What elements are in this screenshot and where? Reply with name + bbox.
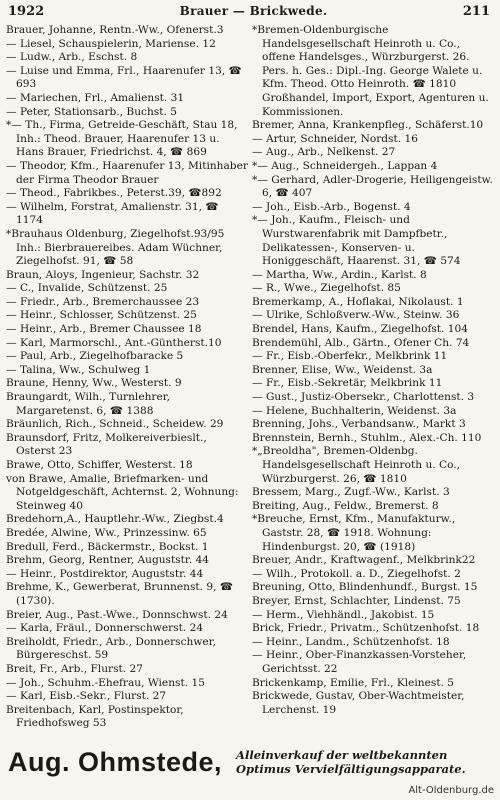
header-page-number: 211 — [462, 4, 490, 19]
directory-entry: Breitenbach, Karl, Postinspektor, Friedhofsweg 53 — [6, 703, 184, 730]
directory-entry: Bremerkamp, A., Hoflakai, Nikolaust. 1 — [252, 295, 464, 308]
directory-entry: Breier, Aug., Past.-Wwe., Donnschwst. 24 — [6, 608, 228, 621]
directory-entry: Braungardt, Wilh., Turnlehrer, Margaretenst. 6, ☎ 1388 — [6, 391, 171, 417]
directory-entry: — Wilhelm, Forstrat, Amalienstr. 31, ☎ 1174 — [6, 200, 219, 227]
directory-entry: — Mariechen, Frl., Amalienst. 31 — [6, 91, 185, 104]
advertisement — [8, 742, 492, 782]
advertisement-text — [236, 748, 466, 776]
directory-entry: Brick, Friedr., Privatm., Schützenhofst. 18 — [252, 622, 480, 635]
right-column — [252, 24, 494, 736]
directory-entry: — C., Invalide, Schützenst. 25 — [6, 282, 168, 295]
directory-entry: Brendemühl, Alb., Gärtn., Ofener Ch. 74 — [252, 336, 470, 349]
directory-entry: Brendel, Hans, Kaufm., Ziegelhofst. 104 — [252, 323, 469, 336]
directory-entry: — Wilh., Protokoll. a. D., Ziegelhofst. 2 — [252, 567, 461, 580]
directory-entry: — Friedr., Arb., Bremerchaussee 23 — [6, 295, 200, 308]
advertisement-line-1: Alleinverkauf der weltbekannten — [236, 748, 448, 762]
directory-entry: — Gust., Justiz-Obersekr., Charlottenst. 3 — [252, 391, 475, 404]
directory-entry: Bredehorn,A., Hauptlehr.-Ww., Ziegbst.4 — [6, 513, 224, 526]
directory-entry: — Fr., Eisb.-Oberfekr., Melkbrink 11 — [252, 350, 448, 363]
directory-entry: Brickwede, Gustav, Ober-Wachtmeister, Lerchenst. 19 — [252, 690, 465, 716]
header-title: Brauer — Brickwede. — [179, 4, 328, 18]
directory-entry: — Heinr., Ober-Finanzkassen-Vorsteher, Gerichtsst. 22 — [252, 649, 467, 675]
watermark: Alt-Oldenburg.de — [408, 785, 494, 796]
directory-entry: Breuning, Otto, Blindenhundf., Burgst. 15 — [252, 581, 478, 594]
directory-entry: *Bremen-Oldenburgische Handelsgesellschaft Heinroth u. Co., offene Handelsges., Würzburgerst. 26. Pers. h. Ges.: Dipl.-Ing. George Walete u. Kfm. Theod. Otto Heinroth. ☎ 1810 Großhandel, Import, Export, Agenturen u. Kommissionen. — [252, 24, 489, 118]
directory-entry: — Peter, Stationsarb., Buchst. 5 — [6, 105, 177, 118]
directory-entry: — Heinr., Schlosser, Schützenst. 25 — [6, 309, 197, 322]
advertiser-name: Aug. Ohmstede, — [8, 746, 223, 777]
directory-entry: — Joh., Eisb.-Arb., Bogenst. 4 — [252, 200, 411, 213]
directory-entry: Bräunlich, Rich., Schneid., Scheidew. 29 — [6, 418, 224, 431]
directory-entry: — Heinr., Postdirektor, Auguststr. 44 — [6, 567, 204, 580]
directory-entry: *— Aug., Schneidergeh., Lappan 4 — [252, 159, 438, 172]
directory-entry: — Joh., Schuhm.-Ehefrau, Wienst. 15 — [6, 676, 205, 689]
directory-entry: Bredée, Alwine, Ww., Prinzessinw. 65 — [6, 526, 207, 539]
directory-entry: Brickenkamp, Emilie, Frl., Kleinest. 5 — [252, 676, 455, 689]
page-header — [8, 4, 490, 22]
directory-columns — [6, 24, 494, 736]
directory-entry: Braunsdorf, Fritz, Molkereiverbieslt., Osterst 23 — [6, 431, 207, 458]
directory-entry: Brennstein, Bernh., Stuhlm., Alex.-Ch. 110 — [252, 431, 482, 444]
directory-entry: — Ludw., Arb., Eschst. 8 — [6, 51, 138, 64]
directory-entry: Brenner, Elise, Ww., Weidenst. 3a — [252, 363, 433, 376]
directory-entry: — Herm., Viehhändl., Jakobist. 15 — [252, 608, 435, 621]
directory-entry: *— Th., Firma, Getreide-Geschäft, Stau 18, Inh.: Theod. Brauer, Haarenufer 13 u. Hans Brauer, Friedrichst. 4, ☎ 869 — [6, 119, 238, 159]
directory-entry: Brenning, Johs., Verbandsanw., Markt 3 — [252, 418, 466, 431]
directory-entry: Breiholdt, Friedr., Arb., Donnerschwer, Bürgereschst. 59 — [6, 635, 216, 662]
directory-entry: — Aug., Arb., Nelkenst. 27 — [252, 146, 396, 159]
directory-entry: — Helene, Buchhalterin, Weidenst. 3a — [252, 404, 457, 417]
directory-entry: Braun, Aloys, Ingenieur, Sachstr. 32 — [6, 268, 200, 281]
directory-entry: *— Gerhard, Adler-Drogerie, Heiligengeistw. 6, ☎ 407 — [252, 173, 493, 200]
directory-entry: — Ulrike, Schloßverw.-Ww., Steinw. 36 — [252, 309, 460, 322]
directory-entry: *„Breoldha", Bremen-Oldenbg. Handelsgesellschaft Heinroth u. Co., Würzburgerst. 26, ☎ 1810 — [252, 445, 461, 485]
directory-entry: — Liesel, Schauspielerin, Mariense. 12 — [6, 37, 216, 50]
directory-entry: — Fr., Eisb.-Sekretär, Melkbrink 11 — [252, 377, 443, 390]
directory-entry: Bressem, Marg., Zugf.-Ww., Karlst. 3 — [252, 486, 450, 499]
advertisement-line-2: Optimus Vervielfältigungsapparate. — [236, 762, 466, 776]
directory-entry: Brauer, Johanne, Rentn.-Ww., Ofenerst.3 — [6, 24, 224, 36]
directory-entry: — R., Wwe., Ziegelhofst. 85 — [252, 282, 401, 295]
directory-entry: Breyer, Ernst, Schlachter, Lindenst. 75 — [252, 594, 461, 607]
directory-entry: Bremer, Anna, Krankenpfleg., Schäferst.10 — [252, 119, 484, 132]
directory-entry: — Karl, Eisb.-Sekr., Flurst. 27 — [6, 690, 167, 703]
directory-entry: — Luise und Emma, Frl., Haarenufer 13, ☎ 693 — [6, 64, 242, 91]
header-year: 1922 — [8, 4, 45, 19]
directory-entry: — Theod., Fabrikbes., Peterst.39, ☎892 — [6, 187, 222, 200]
directory-entry: von Brawe, Amalie, Briefmarken- und Notgeldgeschäft, Achternst. 2, Wohnung: Steinweg 40 — [6, 472, 239, 512]
directory-entry: — Karl, Marmorschl., Ant.-Güntherst.10 — [6, 336, 222, 349]
directory-entry: Bredull, Ferd., Bäckermstr., Bockst. 1 — [6, 540, 209, 553]
left-column — [6, 24, 248, 736]
directory-entry: Breiting, Aug., Feldw., Bremerst. 8 — [252, 499, 439, 512]
directory-entry: *Brauhaus Oldenburg, Ziegelhofst.93/95 Inh.: Bierbrauereibes. Adam Wüchner, Ziegelhofst. 91, ☎ 58 — [6, 227, 225, 268]
directory-entry: — Heinr., Arb., Bremer Chaussee 18 — [6, 323, 202, 336]
directory-entry: — Karla, Fräul., Donnerschwerst. 24 — [6, 622, 204, 635]
directory-entry: — Theodor, Kfm., Haarenufer 13, Mitinhaber der Firma Theodor Brauer — [6, 159, 248, 186]
directory-entry: *— Joh., Kaufm., Fleisch- und Wurstwarenfabrik mit Dampfbetr., Delikatessen-, Konserven- u. Honiggeschäft, Haarenst. 31, ☎ 574 — [252, 214, 461, 268]
directory-entry: — Martha, Ww., Ardin., Karlst. 8 — [252, 268, 427, 281]
directory-entry: — Artur, Schneider, Nordst. 16 — [252, 132, 418, 145]
directory-entry: Brehme, K., Gewerberat, Brunnenst. 9, ☎ (1730). — [6, 581, 234, 607]
directory-entry: — Paul, Arb., Ziegelhofbaracke 5 — [6, 350, 184, 363]
directory-entry: Breit, Fr., Arb., Flurst. 27 — [6, 662, 143, 675]
directory-entry: Braune, Henny, Ww., Westerst. 9 — [6, 377, 182, 390]
directory-entry: Breuer, Andr., Kraftwagenf., Melkbrink22 — [252, 554, 476, 567]
directory-entry: — Talina, Ww., Schulweg 1 — [6, 363, 151, 376]
directory-entry: Brawe, Otto, Schiffer, Westerst. 18 — [6, 459, 193, 471]
directory-entry: *Breuche, Ernst, Kfm., Manufakturw., Gaststr. 28, ☎ 1918. Wohnung: Hindenburgst. 20, ☎ (1918) — [252, 513, 456, 553]
directory-entry: — Heinr., Landm., Schützenhofst. 18 — [252, 635, 450, 648]
directory-entry: Brehm, Georg, Rentner, Auguststr. 44 — [6, 554, 210, 567]
